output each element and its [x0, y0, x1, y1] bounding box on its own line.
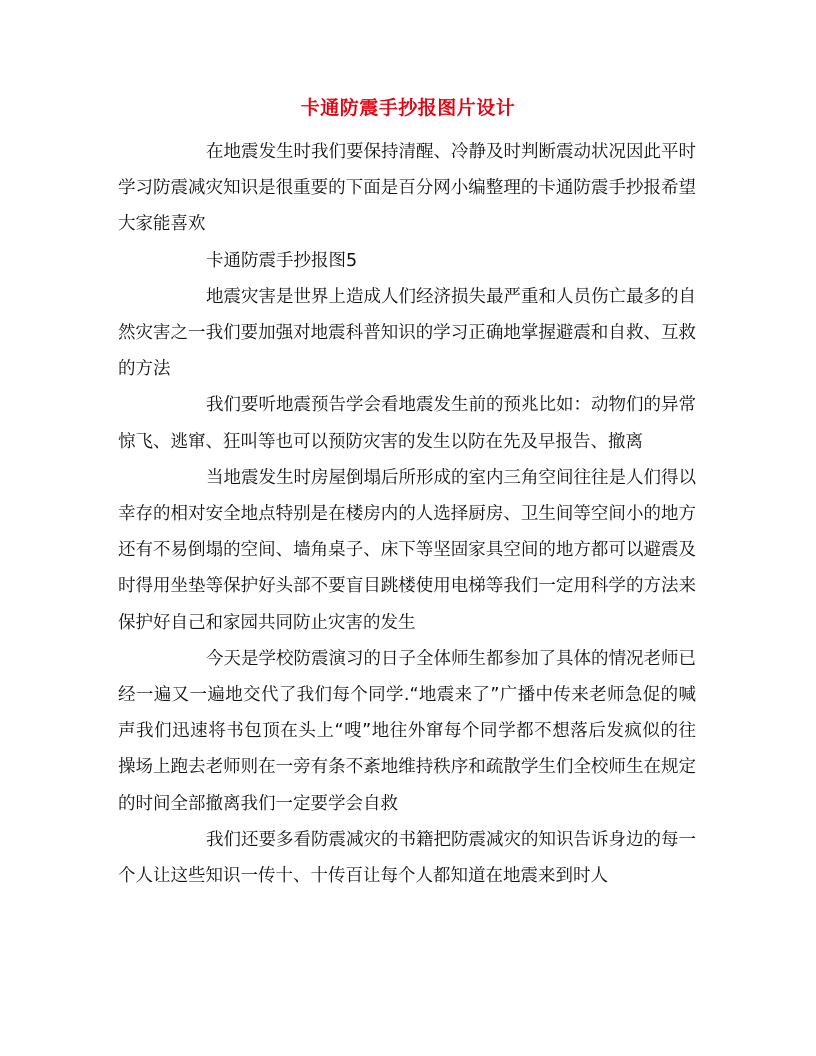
- paragraph-intro: 在地震发生时我们要保持清醒、冷静及时判断震动状况因此平时学习防震减灾知识是很重要的下面是百分网小编整理的卡通防震手抄报希望大家能喜欢: [118, 142, 696, 235]
- paragraph-disaster: 地震灾害是世界上造成人们经济损失最严重和人员伤亡最多的自然灾害之一我们要加强对地震科普知识的学习正确地掌握避震和自救、互救的方法: [118, 286, 696, 380]
- paragraph-forecast: 我们要听地震预告学会看地震发生前的预兆比如：动物们的异常惊飞、逃窜、狂叫等也可以预防灾害的发生以防在先及早报告、撤离: [118, 395, 696, 452]
- document-body: [118, 134, 696, 894]
- paragraph-drill: 今天是学校防震演习的日子全体师生都参加了具体的情况老师已经一遍又一遍地交代了我们每个同学.“地震来了”广播中传来老师急促的喊声我们迅速将书包顶在头上“嗖”地往外窜每个同学都不想落后发疯似的往操场上跑去老师则在一旁有条不紊地维持秩序和疏散学生们全校师生在规定的时间全部撤离我们一定要学会自救: [118, 648, 696, 814]
- document-title: 卡通防震手抄报图片设计: [300, 97, 516, 119]
- paragraph-knowledge: 我们还要多看防震减灾的书籍把防震减灾的知识告诉身边的每一个人让这些知识一传十、十传百让每个人都知道在地震来到时人: [118, 829, 696, 887]
- paragraph-image-caption: 卡通防震手抄报图5: [206, 250, 358, 271]
- paragraph-shelter: 当地震发生时房屋倒塌后所形成的室内三角空间往往是人们得以幸存的相对安全地点特别是在楼房内的人选择厨房、卫生间等空间小的地方还有不易倒塌的空间、墙角桌子、床下等坚固家具空间的地方都可以避震及时得用坐垫等保护好头部不要盲目跳楼使用电梯等我们一定用科学的方法来保护好自己和家园共同防止灾害的发生: [118, 467, 696, 633]
